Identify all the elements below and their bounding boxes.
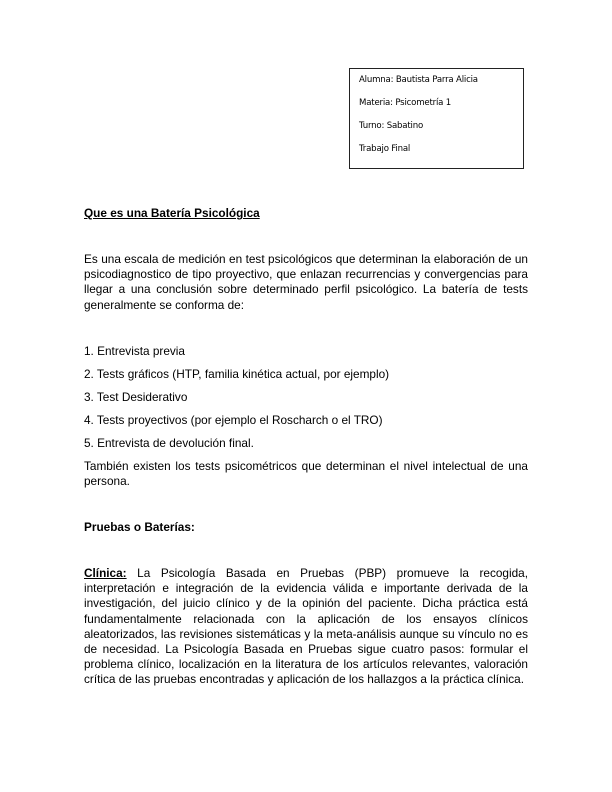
list-item: 1. Entrevista previa — [84, 344, 185, 358]
list-item: 2. Tests gráficos (HTP, familia kinética actual, por ejemplo) — [84, 367, 390, 381]
student-name: Alumna: Bautista Parra Alicia — [359, 75, 478, 85]
shift: Turno: Sabatino — [359, 121, 424, 131]
clinica-label: Clínica: — [84, 566, 127, 580]
section-heading-pruebas: Pruebas o Baterías: — [84, 520, 195, 534]
student-info-box — [349, 68, 524, 169]
clinica-text: La Psicología Basada en Pruebas (PBP) promueve la recogida, interpretación e integración de la evidencia válida e importante derivada de la investigación, del juicio clínico y de la opinión del paciente. Dicha práctica está fundamentalmente relacionada con la aplicación de los ensayos clínicos aleatorizados, las revisiones sistemáticas y la meta-análisis aunque su vínculo no es de necesidad. La Psicología Basada en Pruebas sigue cuatro pasos: formular el problema clínico, localización en la literatura de los artículos relevantes, valoración crítica de las pruebas encontradas y aplicación de los hallazgos a la práctica clínica. — [84, 566, 528, 687]
closing-paragraph: También existen los tests psicométricos que determinan el nivel intelectual de una persona. — [84, 459, 528, 489]
assignment-title: Trabajo Final — [359, 144, 411, 154]
list-item: 4. Tests proyectivos (por ejemplo el Roscharch o el TRO) — [84, 413, 383, 427]
section-heading-bateria: Que es una Batería Psicológica — [84, 206, 260, 220]
list-item: 5. Entrevista de devolución final. — [84, 436, 254, 450]
list-item: 3. Test Desiderativo — [84, 390, 188, 404]
subject: Materia: Psicometría 1 — [359, 98, 452, 108]
intro-paragraph: Es una escala de medición en test psicológicos que determinan la elaboración de un psicodiagnostico de tipo proyectivo, que enlazan recurrencias y convergencias para llegar a una conclusión sobre determinado perfil psicológico. La batería de tests generalmente se conforma de: — [84, 252, 528, 312]
clinica-paragraph — [84, 566, 528, 688]
